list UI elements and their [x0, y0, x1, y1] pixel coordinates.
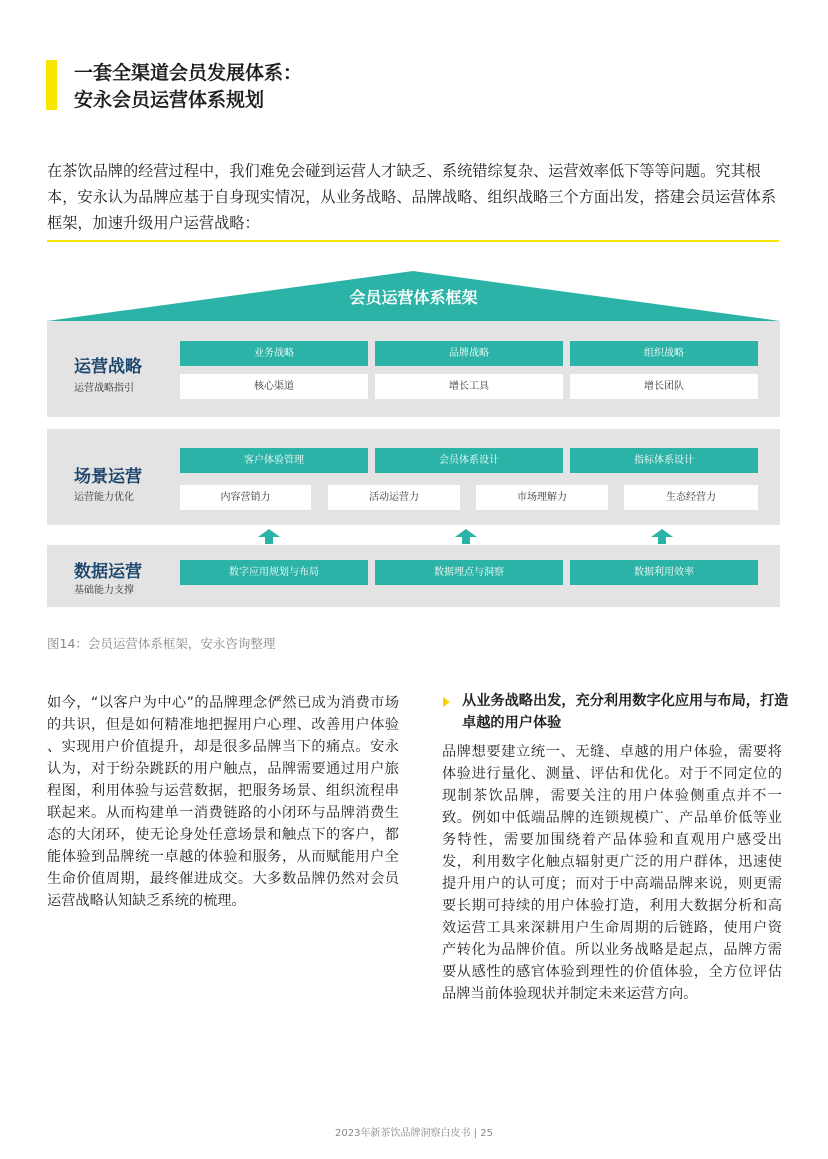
box-data-efficiency: 数据利用效率	[570, 560, 758, 585]
right-column-text: 品牌想要建立统一、无缝、卓越的用户体验，需要将体验进行量化、测量、评估和优化。对于不同定位的现制茶饮品牌，需要关注的用户体验侧重点并不一致。例如中低端品牌的连锁规模广、产品单价低等业务特性，需要加围绕着产品体验和直观用户感受出发，利用数字化触点辐射更广泛的用户群体，迅速使提升用户的认可度；而对于中高端品牌来说，则更需要长期可持续的用户体验打造，利用大数据分析和高效运营工具来深耕用户生命周期的后链路，使用户资产转化为品牌价值。所以业务战略是起点，品牌方需要从感性的感官体验到理性的价值体验，全方位评估品牌当前体验现状并制定未来运营方向。	[442, 744, 782, 1002]
box-growth-team: 增长团队	[570, 374, 758, 399]
box-data-tracking: 数据埋点与洞察	[375, 560, 563, 585]
page-title	[74, 60, 302, 114]
panel-operation-strategy	[47, 321, 780, 417]
title-line-2: 安永会员运营体系规划	[74, 89, 265, 111]
box-brand-strategy: 品牌战略	[375, 341, 563, 366]
box-growth-tools: 增长工具	[375, 374, 563, 399]
box-digital-planning: 数字应用规划与布局	[180, 560, 368, 585]
box-cx-management: 客户体验管理	[180, 448, 368, 473]
title-line-1: 一套全渠道会员发展体系：	[74, 62, 303, 84]
box-campaign-ops: 活动运营力	[328, 485, 460, 510]
box-org-strategy: 组织战略	[570, 341, 758, 366]
heading-accent-bar	[46, 60, 57, 110]
panel-scenario-operation	[47, 429, 780, 525]
intro-divider	[47, 240, 779, 242]
up-arrow-icon	[651, 529, 673, 544]
box-membership-design: 会员体系设计	[375, 448, 563, 473]
row-subtitle-data-operation: 基础能力支撑	[74, 585, 134, 596]
intro-paragraph: 在茶饮品牌的经营过程中，我们难免会碰到运营人才缺乏、系统错综复杂、运营效率低下等等问题。究其根本，安永认为品牌应基于自身现实情况，从业务战略、品牌战略、组织战略三个方面出发，搭建会员运营体系框架，加速升级用户运营战略：	[47, 162, 776, 232]
box-core-channel: 核心渠道	[180, 374, 368, 399]
box-market-understanding: 市场理解力	[476, 485, 608, 510]
bullet-heading: 从业务战略出发，充分利用数字化应用与布局，打造卓越的用户体验	[462, 693, 789, 731]
page-footer: 2023年新茶饮品牌洞察白皮书 | 25	[335, 1128, 493, 1139]
up-arrow-icon	[258, 529, 280, 544]
row-title-scenario-operation: 场景运营	[74, 467, 142, 487]
row-title-operation-strategy: 运营战略	[74, 357, 142, 377]
row-subtitle-scenario-operation: 运营能力优化	[74, 492, 134, 503]
box-business-strategy: 业务战略	[180, 341, 368, 366]
up-arrow-icon	[455, 529, 477, 544]
box-metrics-design: 指标体系设计	[570, 448, 758, 473]
box-content-marketing: 内容营销力	[180, 485, 311, 510]
figure-caption: 图14：会员运营体系框架，安永咨询整理	[47, 636, 276, 651]
left-column-text: 如今，“以客户为中心”的品牌理念俨然已成为消费市场的共识，但是如何精准地把握用户心理、改善用户体验 、实现用户价值提升，却是很多品牌当下的痛点。安永认为，对于纷杂跳跃的用户触点，品牌需要通过用户旅程图，利用体验与运营数据，把服务场景、组织流程串联起来。从而构建单一消费链路的小闭环与品牌消费生态的大闭环，使无论身处任意场景和触点下的客户，都能体验到品牌统一卓越的体验和服务，从而赋能用户全生命价值周期，最终催进成交。大多数品牌仍然对会员运营战略认知缺乏系统的梳理。	[47, 695, 399, 909]
framework-title: 会员运营体系框架	[349, 288, 478, 307]
bullet-triangle-icon	[443, 697, 450, 707]
row-subtitle-operation-strategy: 运营战略指引	[74, 383, 134, 394]
box-ecosystem-ops: 生态经营力	[624, 485, 758, 510]
row-title-data-operation: 数据运营	[74, 562, 142, 582]
